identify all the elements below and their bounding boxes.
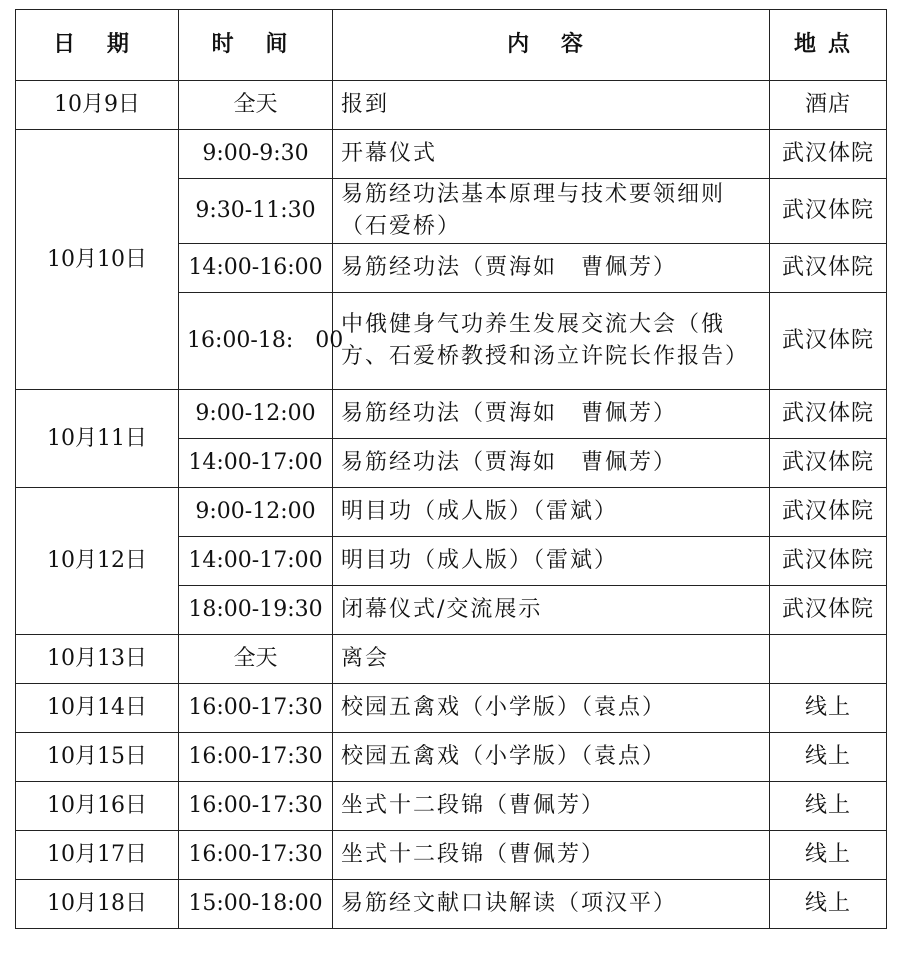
header-row [16,10,887,81]
place-cell: 武汉体院 [770,390,887,439]
time-cell: 15:00-18:00 [179,880,333,929]
time-cell: 全天 [179,81,333,130]
content-cell: 坐式十二段锦（曹佩芳） [333,831,770,880]
content-cell: 闭幕仪式/交流展示 [333,586,770,635]
time-cell: 18:00-19:30 [179,586,333,635]
date-cell: 10月13日 [16,635,179,684]
table-row [16,390,887,439]
content-cell: 坐式十二段锦（曹佩芳） [333,782,770,831]
place-cell: 线上 [770,684,887,733]
time-cell: 16:00-17:30 [179,733,333,782]
place-cell: 线上 [770,782,887,831]
place-cell: 武汉体院 [770,586,887,635]
date-cell: 10月9日 [16,81,179,130]
date-cell: 10月15日 [16,733,179,782]
time-cell: 14:00-16:00 [179,244,333,293]
place-cell: 武汉体院 [770,244,887,293]
place-cell: 线上 [770,880,887,929]
date-cell: 10月17日 [16,831,179,880]
place-cell: 酒店 [770,81,887,130]
table-row [16,831,887,880]
table-row [16,684,887,733]
content-cell: 校园五禽戏（小学版）（袁点） [333,733,770,782]
header-date: 日 期 [16,10,179,81]
header-place: 地点 [770,10,887,81]
time-cell: 9:00-12:00 [179,488,333,537]
table-row [16,880,887,929]
place-cell [770,635,887,684]
time-cell: 16:00-17:30 [179,831,333,880]
content-cell: 报到 [333,81,770,130]
content-cell: 校园五禽戏（小学版）（袁点） [333,684,770,733]
content-cell: 离会 [333,635,770,684]
content-cell: 明目功（成人版）（雷斌） [333,537,770,586]
table-row [16,733,887,782]
content-cell: 易筋经功法（贾海如 曹佩芳） [333,390,770,439]
time-cell: 14:00-17:00 [179,439,333,488]
table-row [16,130,887,179]
date-cell: 10月16日 [16,782,179,831]
table-row [16,782,887,831]
table-row [16,488,887,537]
time-cell: 16:00-17:30 [179,684,333,733]
header-time: 时 间 [179,10,333,81]
content-cell: 开幕仪式 [333,130,770,179]
content-cell: 易筋经功法基本原理与技术要领细则（石爱桥） [333,179,770,244]
content-cell: 易筋经功法（贾海如 曹佩芳） [333,439,770,488]
date-cell: 10月18日 [16,880,179,929]
place-cell: 线上 [770,831,887,880]
time-cell: 9:00-12:00 [179,390,333,439]
content-cell: 易筋经文献口诀解读（项汉平） [333,880,770,929]
table-row [16,635,887,684]
time-cell: 全天 [179,635,333,684]
date-cell: 10月10日 [16,130,179,390]
content-cell: 易筋经功法（贾海如 曹佩芳） [333,244,770,293]
place-cell: 武汉体院 [770,439,887,488]
time-cell: 14:00-17:00 [179,537,333,586]
content-cell: 明目功（成人版）（雷斌） [333,488,770,537]
time-cell: 9:30-11:30 [179,179,333,244]
place-cell: 武汉体院 [770,130,887,179]
schedule-table [15,9,887,929]
time-cell: 9:00-9:30 [179,130,333,179]
date-cell: 10月11日 [16,390,179,488]
place-cell: 武汉体院 [770,537,887,586]
place-cell: 线上 [770,733,887,782]
header-content: 内 容 [333,10,770,81]
place-cell: 武汉体院 [770,179,887,244]
place-cell: 武汉体院 [770,293,887,390]
place-cell: 武汉体院 [770,488,887,537]
date-cell: 10月14日 [16,684,179,733]
content-cell: 中俄健身气功养生发展交流大会（俄方、石爱桥教授和汤立许院长作报告） [333,293,770,390]
time-cell: 16:00-17:30 [179,782,333,831]
time-cell: 16:00-18: 00 [179,293,333,390]
table-row [16,81,887,130]
date-cell: 10月12日 [16,488,179,635]
